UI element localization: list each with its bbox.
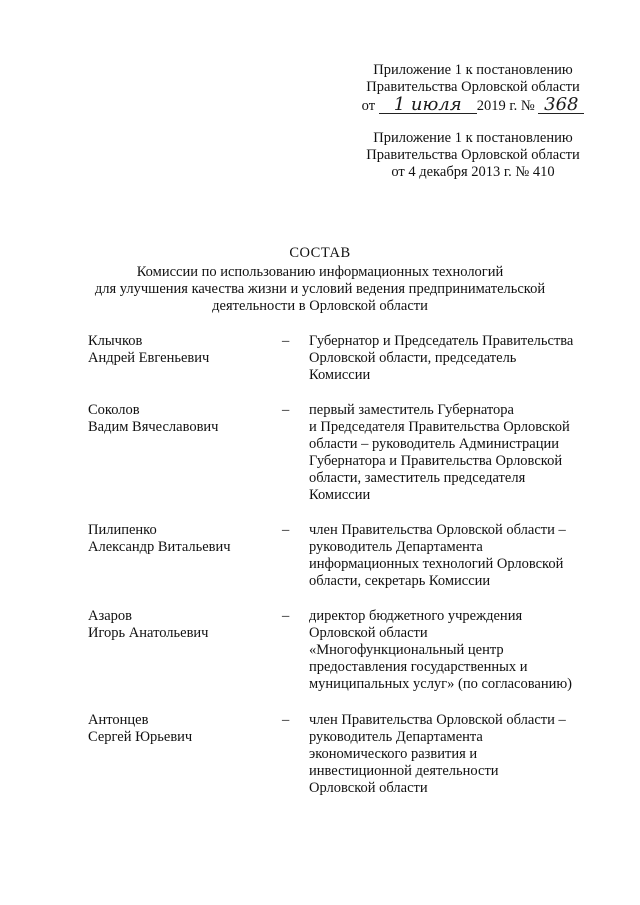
appendix-line-1: Приложение 1 к постановлению bbox=[373, 62, 573, 78]
member-role: директор бюджетного учреждения Орловской области «Многофункциональный центр предоставления государственных и муниципальных услуг» (по согласованию) bbox=[309, 608, 572, 692]
original-line-3: от 4 декабря 2013 г. № 410 bbox=[391, 164, 555, 180]
member-dash: – bbox=[282, 712, 290, 728]
year-text: 2019 г. № bbox=[476, 98, 535, 114]
date-prefix: от bbox=[361, 98, 376, 114]
handwritten-number: 368 bbox=[538, 96, 584, 114]
member-given-name: Сергей Юрьевич bbox=[88, 729, 193, 745]
document-title bbox=[40, 245, 600, 315]
member-dash: – bbox=[282, 522, 290, 538]
member-role: Губернатор и Председатель Правительства Орловской области, председатель Комиссии bbox=[309, 333, 574, 383]
member-given-name: Игорь Анатольевич bbox=[88, 625, 209, 641]
member-role: первый заместитель Губернатора и Председателя Правительства Орловской области – руководитель Администрации Губернатора и Правительства Орловской области, заместитель председателя Комиссии bbox=[309, 402, 570, 503]
member-given-name: Вадим Вячеславович bbox=[88, 419, 219, 435]
appendix-line-2: Правительства Орловской области bbox=[366, 79, 580, 95]
member-role: член Правительства Орловской области – руководитель Департамента экономического развития и инвестиционной деятельности Орловской области bbox=[309, 712, 566, 796]
handwritten-date: 1 июля bbox=[379, 96, 477, 114]
title-main: СОСТАВ bbox=[289, 245, 351, 261]
member-surname: Клычков bbox=[88, 333, 143, 349]
title-line-1: Комиссии по использованию информационных технологий bbox=[136, 264, 504, 280]
title-line-2: для улучшения качества жизни и условий ведения предпринимательской bbox=[94, 281, 546, 297]
appendix-date-line bbox=[358, 96, 588, 115]
appendix-header bbox=[358, 62, 588, 115]
member-surname: Антонцев bbox=[88, 712, 149, 728]
original-line-2: Правительства Орловской области bbox=[366, 147, 580, 163]
member-dash: – bbox=[282, 608, 290, 624]
member-name bbox=[88, 402, 278, 436]
member-role: член Правительства Орловской области – руководитель Департамента информационных технологий Орловской области, секретарь Комиссии bbox=[309, 522, 566, 589]
member-name bbox=[88, 522, 278, 556]
member-surname: Соколов bbox=[88, 402, 140, 418]
member-surname: Пилипенко bbox=[88, 522, 157, 538]
member-name bbox=[88, 712, 278, 746]
member-dash: – bbox=[282, 333, 290, 349]
original-line-1: Приложение 1 к постановлению bbox=[373, 130, 573, 146]
member-given-name: Андрей Евгеньевич bbox=[88, 350, 210, 366]
member-name bbox=[88, 608, 278, 642]
original-appendix-header bbox=[358, 130, 588, 181]
member-surname: Азаров bbox=[88, 608, 132, 624]
member-dash: – bbox=[282, 402, 290, 418]
member-name bbox=[88, 333, 278, 367]
member-given-name: Александр Витальевич bbox=[88, 539, 231, 555]
title-line-3: деятельности в Орловской области bbox=[212, 298, 428, 314]
